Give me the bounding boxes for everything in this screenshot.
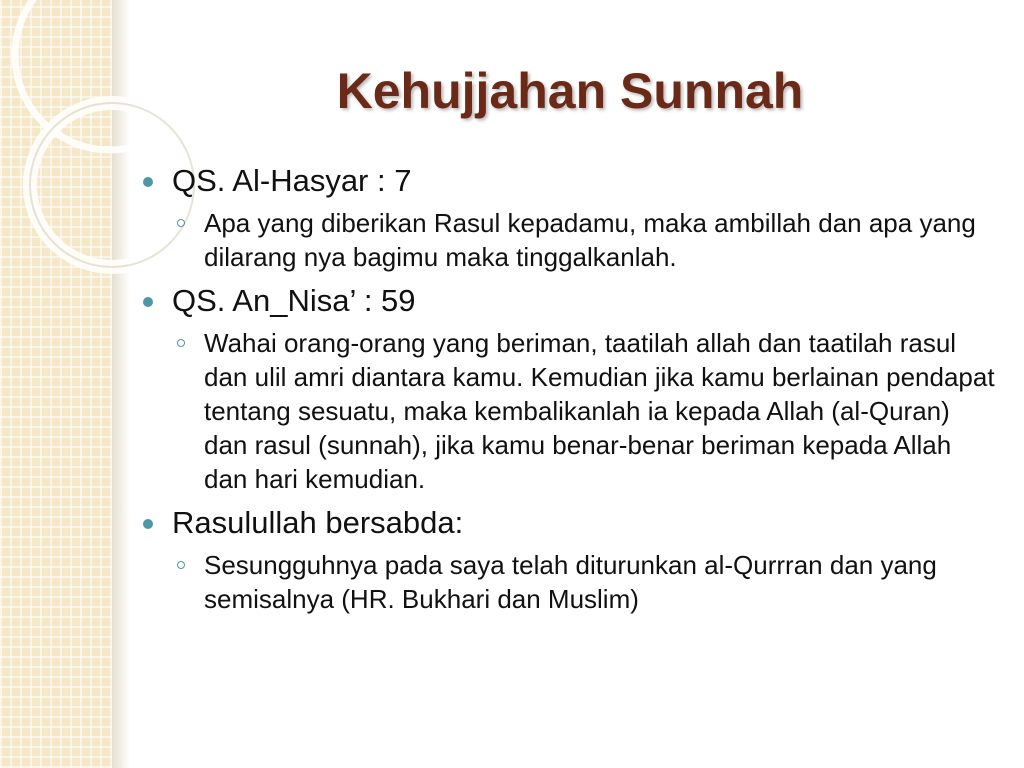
slide-content: [140, 162, 1000, 624]
bullet-heading: Rasulullah bersabda:: [172, 505, 464, 540]
sub-bullet-icon: [177, 339, 185, 347]
bullet-item: [140, 162, 1000, 200]
bullet-item: [140, 282, 1000, 320]
bullet-item: [140, 504, 1000, 542]
sub-bullet-item: [140, 206, 1000, 274]
sub-bullet-item: [140, 548, 1000, 616]
sub-bullet-icon: [177, 561, 185, 569]
bullet-icon: [143, 177, 153, 187]
bullet-heading: QS. An_Nisa’ : 59: [172, 283, 416, 318]
sub-bullet-text: Apa yang diberikan Rasul kepadamu, maka ambillah dan apa yang dilarang nya bagimu maka tinggalkanlah.: [204, 208, 976, 272]
bullet-icon: [143, 297, 153, 307]
sub-bullet-item: [140, 326, 1000, 496]
slide-title: Kehujjahan Sunnah: [336, 63, 804, 119]
bullet-heading: QS. Al-Hasyar : 7: [172, 163, 412, 198]
sub-bullet-text: Wahai orang-orang yang beriman, taatilah allah dan taatilah rasul dan ulil amri diantara kamu. Kemudian jika kamu berlainan pendapat tentang sesuatu, maka kembalikanlah ia kepada Allah (al-Quran) dan rasul (sunnah), jika kamu benar-benar beriman kepada Allah dan hari kemudian.: [204, 328, 995, 494]
sub-bullet-text: Sesungguhnya pada saya telah diturunkan al-Qurrran dan yang semisalnya (HR. Bukhari dan Muslim): [204, 550, 937, 614]
sub-bullet-icon: [177, 219, 185, 227]
bullet-icon: [143, 519, 153, 529]
